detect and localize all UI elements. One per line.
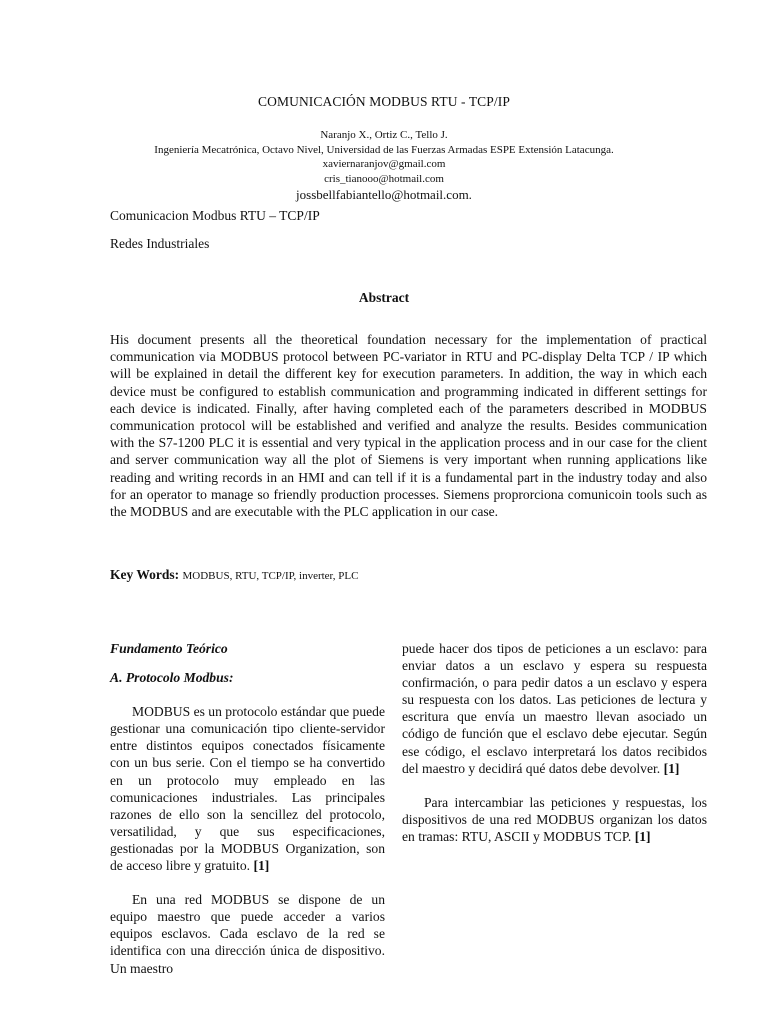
citation: [1]	[663, 760, 680, 776]
paragraph-text: Para intercambiar las peticiones y respuestas, los dispositivos de una red MODBUS organizan los datos en tramas: RTU, ASCII y MODBUS TCP.	[402, 794, 707, 844]
author-block	[0, 128, 768, 204]
paragraph	[110, 891, 385, 976]
paragraph-text: puede hacer dos tipos de peticiones a un esclavo: para enviar datos a un esclavo y espera su respuesta confirmación, o para pedir datos a un esclavo y espera su respuesta con los datos. Las peticiones de lectura y escritura que envía un maestro llevan asociado un código de función que el esclavo debe ejecutar. Según ese código, el esclavo interpretará los datos recibidos del maestro y decidirá qué datos debe devolver.	[402, 641, 707, 776]
email-2: cris_tianooo@hotmail.com	[324, 172, 444, 185]
email-1: xaviernaranjov@gmail.com	[322, 158, 446, 170]
email-3: jossbellfabiantello@hotmail.com.	[296, 187, 472, 202]
paragraph	[110, 703, 385, 874]
paragraph-text: MODBUS es un protocolo estándar que puede gestionar una comunicación tipo cliente-servidor entre distintos equipos conectados físicamente con un bus serie. Con el tiempo se ha convertido en un protocolo muy empleado en las comunicaciones industriales. Las principales razones de ello son la sencillez del protocolo, versatilidad, y que sus especificaciones, gestionadas por la MODBUS Organization, son de acceso libre y gratuito.	[110, 704, 385, 874]
paragraph	[402, 640, 707, 777]
affiliation: Ingeniería Mecatrónica, Octavo Nivel, Universidad de las Fuerzas Armadas ESPE Extensión Latacunga.	[154, 143, 614, 156]
subject-line: Redes Industriales	[110, 236, 210, 251]
abstract-heading: Abstract	[358, 290, 410, 305]
keywords-line	[110, 567, 358, 583]
keywords-values: MODBUS, RTU, TCP/IP, inverter, PLC	[182, 570, 359, 582]
citation: [1]	[634, 828, 651, 844]
subsection-title: A. Protocolo Modbus:	[110, 670, 234, 686]
document-title: COMUNICACIÓN MODBUS RTU - TCP/IP	[258, 94, 510, 109]
citation: [1]	[253, 858, 270, 874]
left-column	[110, 640, 385, 994]
author-names: Naranjo X., Ortiz C., Tello J.	[320, 129, 448, 141]
keywords-label: Key Words:	[110, 567, 180, 582]
paragraph-text: En una red MODBUS se dispone de un equipo maestro que puede acceder a varios equipos esclavos. Cada esclavo de la red se identifica con una dirección única de dispositivo. Un maestro	[110, 892, 385, 976]
abstract-text: His document presents all the theoretical foundation necessary for the implementation of practical communication via MODBUS protocol between PC-variator in RTU and PC-display Delta TCP / IP which will be explained in detail the different key for execution parameters. In addition, the way in which each device must be configured to establish communication and programming indicated in different settings for each device is indicated. Finally, after having completed each of the parameters described in MODBUS communication protocol will be established and verified and analyze the results. Besides communication with the S7-1200 PLC it is essential and very typical in the application process and in our case for the client and server communication way all the plot of Siemens is very important when running applications like reading and writing records in an HMI and can tell if it is a fundamental part in the industry today and also for an operator to manage so friendly production processes. Siemens proprorciona comunicoin tools such as the MODBUS and are executable with the PLC application in our case.	[110, 332, 707, 520]
paragraph	[402, 794, 707, 845]
right-column	[402, 640, 707, 862]
section-title: Fundamento Teórico	[110, 641, 228, 656]
topic-line: Comunicacion Modbus RTU – TCP/IP	[110, 208, 320, 223]
